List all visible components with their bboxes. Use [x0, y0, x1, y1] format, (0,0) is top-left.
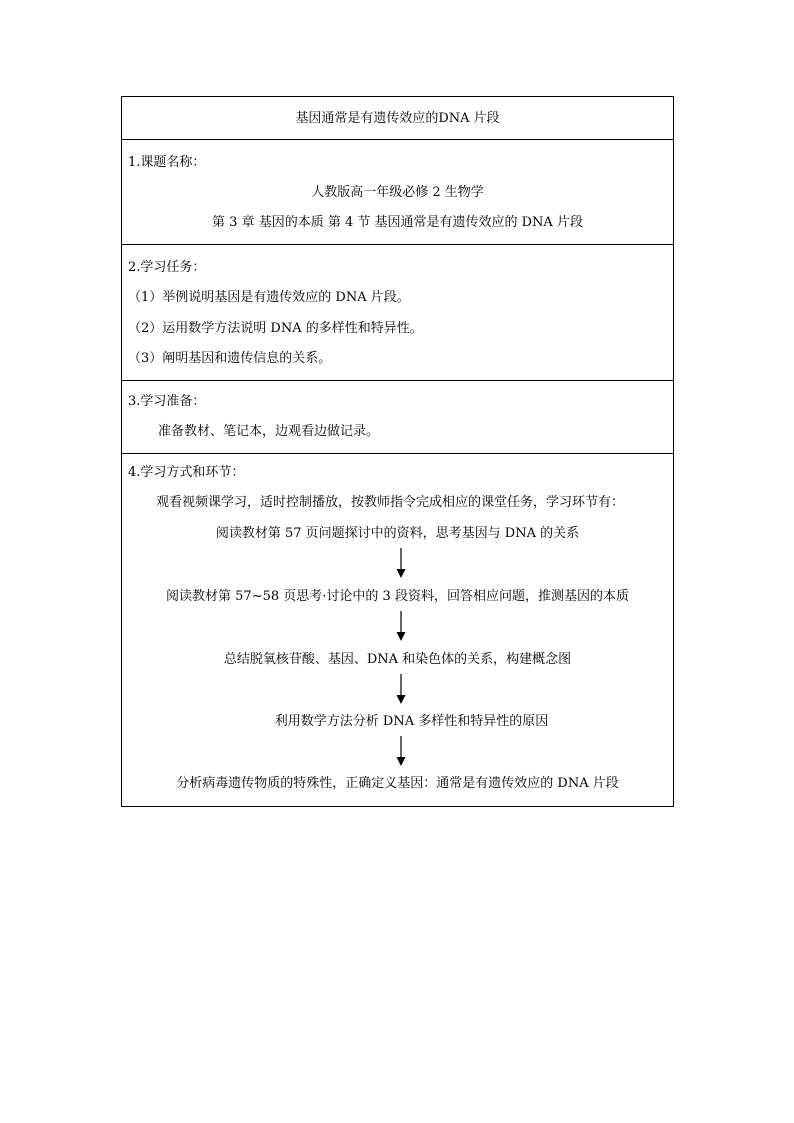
preparation-text: 准备教材、笔记本，边观看边做记录。 [158, 424, 380, 439]
list-item: （2）运用数学方法说明 DNA 的多样性和特异性。 [128, 321, 423, 336]
intro-text: 观看视频课学习，适时控制播放，按教师指令完成相应的课堂任务，学习环节有： [156, 495, 625, 510]
title-row [122, 97, 673, 140]
section-learning-tasks [122, 245, 673, 381]
section-learning-preparation [122, 381, 673, 454]
flow-step: 总结脱氧核苷酸、基因、DNA 和染色体的关系，构建概念图 [223, 652, 572, 667]
section-heading: 3.学习准备： [128, 394, 206, 409]
section-learning-method [122, 454, 673, 806]
section-course-name [122, 140, 673, 245]
arrow-down-icon [395, 611, 407, 641]
list-item: （3）阐明基因和遗传信息的关系。 [128, 351, 332, 366]
arrow-down-icon [395, 674, 407, 704]
arrow-down-icon [395, 548, 407, 578]
chapter-line: 第 3 章 基因的本质 第 4 节 基因通常是有遗传效应的 DNA 片段 [212, 215, 583, 230]
flow-step: 阅读教材第 57~58 页思考·讨论中的 3 段资料，回答相应问题，推测基因的本质 [166, 589, 629, 604]
list-item: （1）举例说明基因是有遗传效应的 DNA 片段。 [128, 290, 410, 305]
flow-step: 分析病毒遗传物质的特殊性，正确定义基因：通常是有遗传效应的 DNA 片段 [176, 776, 619, 791]
section-heading: 2.学习任务： [128, 260, 206, 275]
lesson-table [121, 96, 674, 807]
page-title: 基因通常是有遗传效应的DNA 片段 [295, 111, 500, 126]
arrow-down-icon [395, 736, 407, 766]
flow-step: 利用数学方法分析 DNA 多样性和特异性的原因 [274, 714, 549, 729]
flow-step: 阅读教材第 57 页问题探讨中的资料，思考基因与 DNA 的关系 [215, 526, 580, 541]
course-line: 人教版高一年级必修 2 生物学 [311, 185, 484, 200]
section-heading: 1.课题名称： [128, 155, 206, 170]
section-heading: 4.学习方式和环节： [128, 465, 245, 480]
